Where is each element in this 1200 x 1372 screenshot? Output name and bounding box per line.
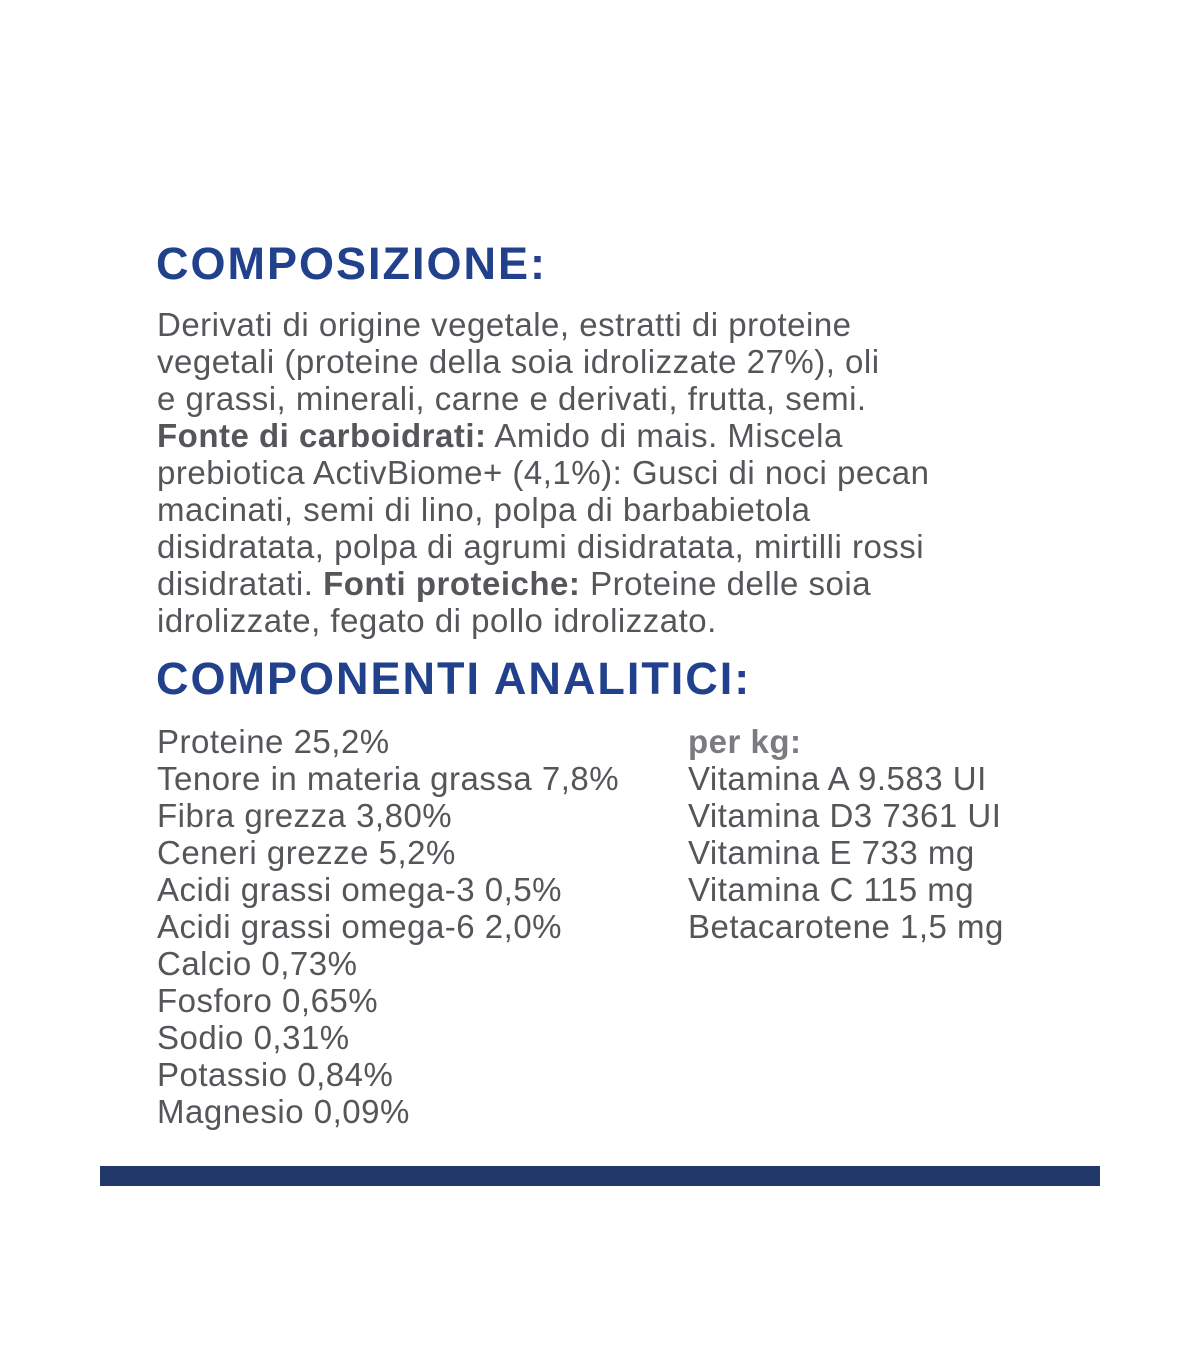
vitamin-item: Vitamina C 115 mg [688,871,975,908]
analytics-right-column [688,723,1004,945]
composition-text [157,306,929,639]
composition-line: e grassi, minerali, carne e derivati, frutta, semi. [157,380,867,417]
analytics-left-column [157,723,619,1130]
analytic-item: Fibra grezza 3,80% [157,797,453,834]
vitamin-item: Vitamina D3 7361 UI [688,797,1002,834]
analytic-item: Fosforo 0,65% [157,982,379,1019]
analytic-item: Magnesio 0,09% [157,1093,410,1130]
composition-line: disidratata, polpa di agrumi disidratata, mirtilli rossi [157,528,925,565]
analytic-item: Acidi grassi omega-6 2,0% [157,908,563,945]
composition-line: Derivati di origine vegetale, estratti di proteine [157,306,852,343]
vitamin-item: Vitamina A 9.583 UI [688,760,987,797]
composition-line: idrolizzate, fegato di pollo idrolizzato. [157,602,717,639]
vitamins-list [688,760,1004,945]
composition-line: Fonte di carboidrati: Amido di mais. Miscela [157,417,843,454]
bottom-divider-bar [100,1166,1100,1186]
composition-line: vegetali (proteine della soia idrolizzate 27%), oli [157,343,880,380]
analytic-item: Tenore in materia grassa 7,8% [157,760,620,797]
per-kg-label: per kg: [688,723,802,760]
analytic-item: Potassio 0,84% [157,1056,394,1093]
analytic-item: Calcio 0,73% [157,945,358,982]
analytic-item: Sodio 0,31% [157,1019,350,1056]
composition-heading: COMPOSIZIONE: [156,238,548,289]
composition-line: prebiotica ActivBiome+ (4,1%): Gusci di noci pecan [157,454,930,491]
analytic-item: Ceneri grezze 5,2% [157,834,456,871]
vitamin-item: Betacarotene 1,5 mg [688,908,1004,945]
analytics-heading: COMPONENTI ANALITICI: [156,653,752,704]
analytic-item: Proteine 25,2% [157,723,390,760]
composition-line: disidratati. Fonti proteiche: Proteine delle soia [157,565,872,602]
analytic-item: Acidi grassi omega-3 0,5% [157,871,563,908]
vitamin-item: Vitamina E 733 mg [688,834,975,871]
composition-line: macinati, semi di lino, polpa di barbabietola [157,491,811,528]
